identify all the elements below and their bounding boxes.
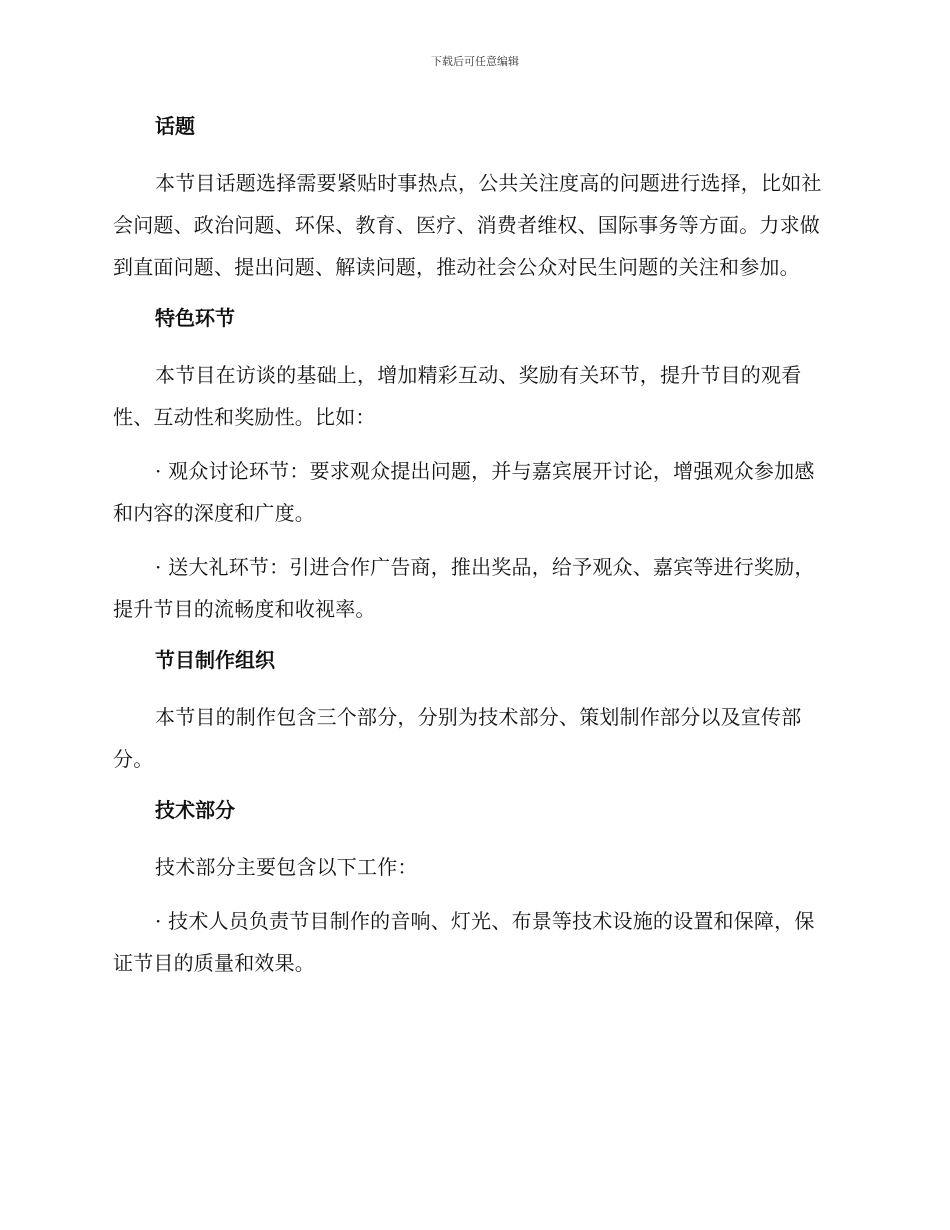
section-production-organization bbox=[113, 642, 833, 780]
paragraph: 本节目的制作包含三个部分，分别为技术部分、策划制作部分以及宣传部分。 bbox=[113, 705, 802, 771]
document-body bbox=[113, 108, 833, 996]
section-features bbox=[113, 300, 833, 630]
section-heading: 技术部分 bbox=[155, 798, 235, 822]
bullet-paragraph: · 送大礼环节：引进合作广告商，推出奖品，给予观众、嘉宾等进行奖励，提升节目的流畅度和收视率。 bbox=[113, 555, 815, 621]
section-heading: 节目制作组织 bbox=[155, 648, 275, 672]
section-heading: 特色环节 bbox=[155, 306, 235, 330]
section-heading: 话题 bbox=[155, 114, 195, 138]
section-topic bbox=[113, 108, 833, 288]
bullet-paragraph: · 观众讨论环节：要求观众提出问题，并与嘉宾展开讨论，增强观众参加感和内容的深度和广度。 bbox=[113, 459, 815, 525]
section-technical bbox=[113, 792, 833, 984]
paragraph: 本节目话题选择需要紧贴时事热点，公共关注度高的问题进行选择，比如社会问题、政治问题、环保、教育、医疗、消费者维权、国际事务等方面。力求做到直面问题、提出问题、解读问题，推动社会公众对民生问题的关注和参加。 bbox=[113, 171, 822, 279]
bullet-paragraph: · 技术人员负责节目制作的音响、灯光、布景等技术设施的设置和保障，保证节目的质量和效果。 bbox=[113, 909, 815, 975]
paragraph: 技术部分主要包含以下工作： bbox=[155, 855, 418, 879]
page-header: 下载后可任意编辑 bbox=[431, 55, 519, 68]
paragraph: 本节目在访谈的基础上，增加精彩互动、奖励有关环节，提升节目的观看性、互动性和奖励性。比如： bbox=[113, 363, 802, 429]
